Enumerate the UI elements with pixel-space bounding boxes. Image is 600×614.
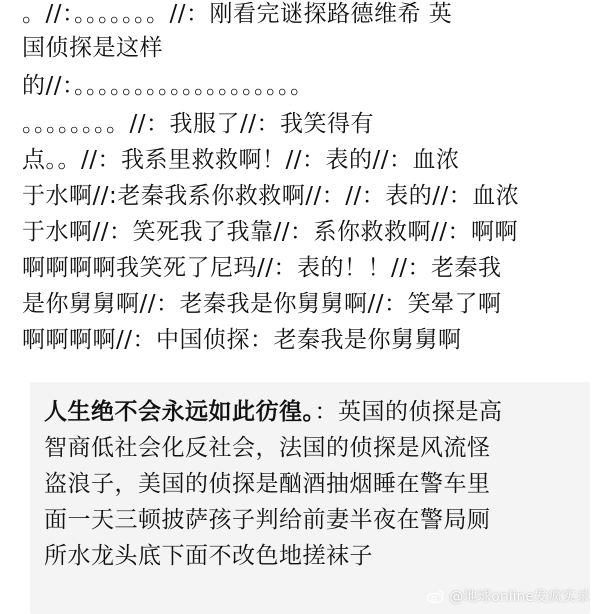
post-line: 。。。。。。。。//：我服了//：我笑得有 xyxy=(22,111,374,137)
quote-text: ：英国的侦探是高 xyxy=(314,399,503,425)
weibo-icon xyxy=(427,589,445,603)
quote-author-name[interactable]: 人生绝不会永远如此彷徨。 xyxy=(44,399,315,425)
quote-line: 盗浪子，美国的侦探是酗酒抽烟睡在警车里 xyxy=(44,471,491,497)
post-line: 于水啊//：笑死我了我靠//：系你救救啊//：啊啊 xyxy=(22,219,518,245)
post-line: 。//：。。。。。。。//：刚看完谜探路德维希 英 xyxy=(22,1,453,27)
post-line: 国侦探是这样 xyxy=(22,35,163,61)
post-line: 啊啊啊啊//：中国侦探：老秦我是你舅舅啊 xyxy=(22,327,462,353)
post-line: 于水啊//:老秦我系你救救啊//：//：表的//：血浓 xyxy=(22,183,520,209)
quote-line: 所水龙头底下面不改色地搓袜子 xyxy=(44,543,373,569)
post-line: 点。。//：我系里救救啊！//：表的//：血浓 xyxy=(22,147,460,173)
post-line: 的//：。。。。。。。。。。。。。。。。。。。 xyxy=(22,73,314,99)
quote-line: 面一天三顿披萨孩子判给前妻半夜在警局厕 xyxy=(44,507,491,533)
post-line: 是你舅舅啊//：老秦我是你舅舅啊//：笑晕了啊 xyxy=(22,291,502,317)
quote-line xyxy=(44,398,503,426)
post-line: 啊啊啊啊我笑死了尼玛//：表的！！//：老秦我 xyxy=(22,255,502,281)
watermark xyxy=(427,586,590,606)
quoted-post[interactable] xyxy=(30,382,590,614)
watermark-text: @地球online发疯实录 xyxy=(449,589,590,605)
quote-line: 智商低社会化反社会，法国的侦探是风流怪 xyxy=(44,435,491,461)
